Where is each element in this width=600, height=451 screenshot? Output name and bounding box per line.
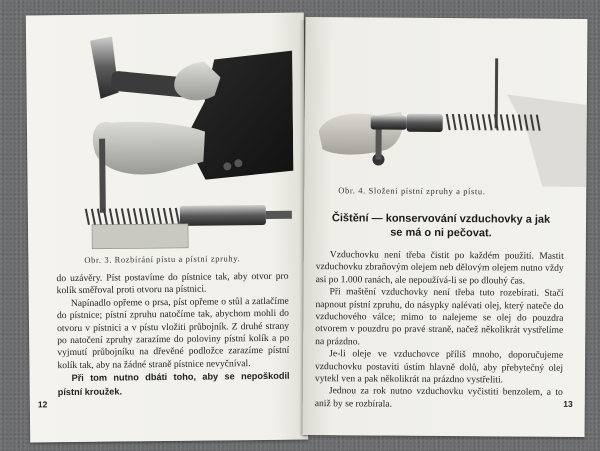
figure-4-caption: Obr. 4. Složení pístní zpruhy a pístu. <box>338 185 486 197</box>
left-paragraph-2: Napínadlo opřeme o prsa, píst opřeme o stůl a zatlačíme do pístnice; pístní zpruhu natočíme tak, abychom mohli do otvoru v pístnici a v pístu vložiti průbojník. Z druhé strany po natočení zpruhy zarazíme do poloviny pístní kolík a po vyjmutí průbojníku na dřevěné podložce zarazíme pístní kolík tak, aby na žádné straně pístnice nevyčníval. <box>56 295 290 371</box>
right-page <box>303 17 588 437</box>
left-page-number: 12 <box>37 399 48 410</box>
right-paragraph-2: Při maštění vzduchovky není třeba tuto rozebírati. Stačí napnout pístní zpruhu, do násypky nalévati olej, který nateče do vzduchového válce; mimo to nalejeme se olej do pouzdra otvorem v pouzdru po pravé straně, načež několikrát vystřelíme na prázdno. <box>315 286 564 348</box>
left-paragraph-1: do uzávěry. Píst postavíme do pístnice tak, aby otvor pro kolík směřoval proti otvoru na pístnici. <box>56 270 289 297</box>
figure-3-illustration <box>54 21 294 251</box>
right-body-text <box>315 249 564 412</box>
figure-4-illustration <box>316 53 587 187</box>
left-bold-note: Při tom nutno dbáti toho, aby se nepoškodil pístní kroužek. <box>57 370 290 397</box>
section-heading: Čištění — konservování vzduchovky a jak se má o ni pečovat. <box>331 212 551 240</box>
left-body-text <box>56 271 289 399</box>
figure-3-caption: Obr. 3. Rozbírání pístu a pístní zpruhy. <box>84 253 241 265</box>
left-page <box>26 13 308 443</box>
right-paragraph-4: Jednou za rok nutno vzduchovku vyčistiti benzolem, a to aniž by se rozbírala. <box>314 385 563 410</box>
right-paragraph-3: Je-li oleje ve vzduchovce příliš mnoho, doporučujeme vzduchovku postaviti ústím hlavně dolů, aby přebytečný olej vytekl ven a pak několikrát na prázdno vystřeliti. <box>314 348 564 386</box>
right-page-number: 13 <box>563 398 573 409</box>
right-paragraph-1: Vzduchovku není třeba čistit po každém použití. Mastit vzduchovku zbraňovým olejem neb dělovým olejem nutno vždy asi po 1.000 ranách, ale nepoužívá-li se po dlouhý čas. <box>315 249 564 287</box>
